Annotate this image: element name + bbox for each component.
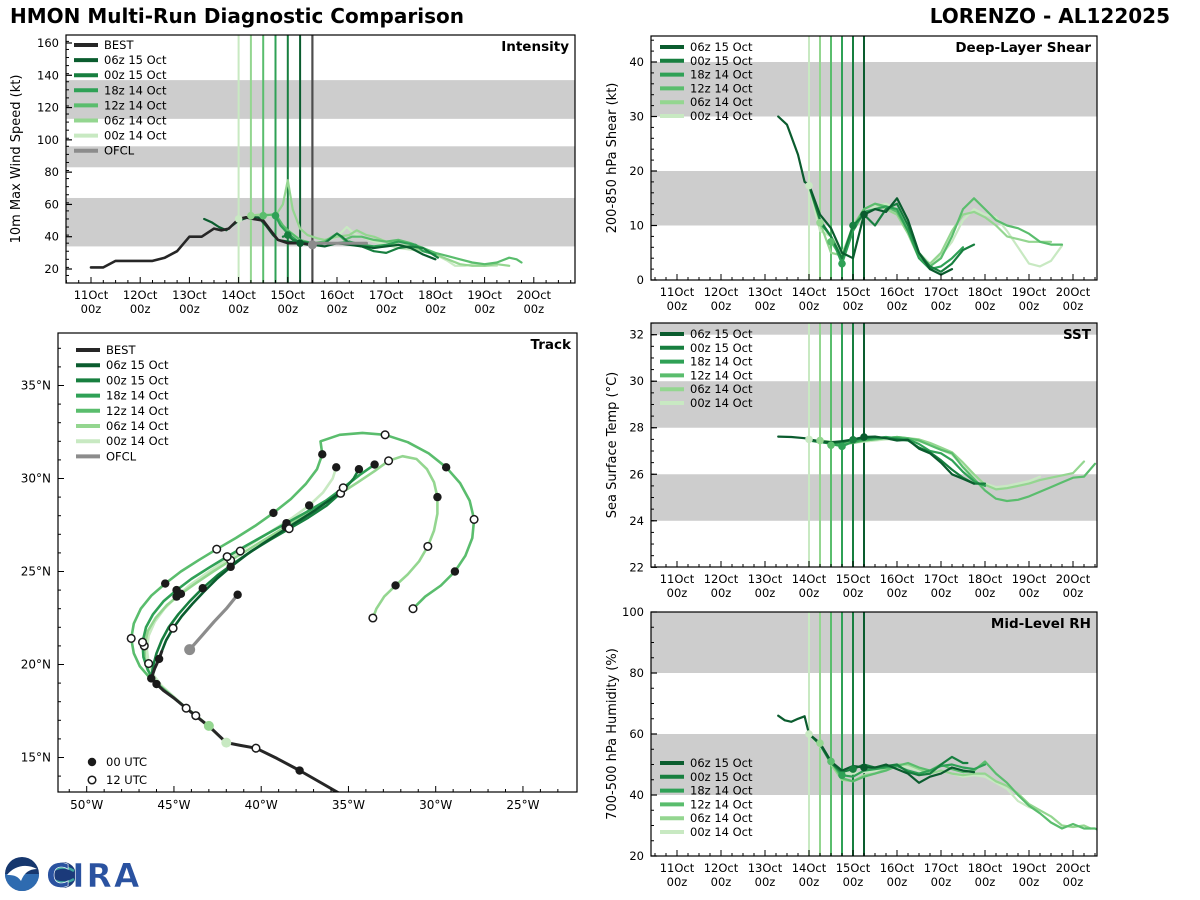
track-run_12z14 — [131, 433, 474, 708]
legend-label-run_06z14: 06z 14 Oct — [106, 419, 169, 433]
track-marker-12utc — [139, 638, 147, 646]
legend-label-run_06z14: 06z 14 Oct — [690, 382, 753, 397]
legend-label-run_00z15: 00z 15 Oct — [104, 68, 167, 83]
legend-marker-label: 00 UTC — [106, 755, 148, 769]
x-tick-hour: 00z — [798, 875, 820, 889]
track-marker-00utc — [172, 586, 180, 594]
x-tick-date: 17Oct — [923, 861, 959, 875]
y-tick-rh: 40 — [629, 788, 644, 802]
y-axis-label-shear: 200-850 hPa Shear (kt) — [605, 82, 620, 234]
track-marker-00utc — [305, 501, 313, 509]
legend-label-run_12z14: 12z 14 Oct — [690, 797, 753, 812]
band-intensity — [66, 143, 575, 167]
init-marker-rh-run_00z14 — [805, 730, 813, 738]
init-marker-intensity-run_12z14 — [259, 212, 267, 220]
x-tick-date: 13Oct — [172, 288, 207, 302]
x-tick-date: 13Oct — [747, 861, 783, 875]
x-tick-date: 12Oct — [703, 572, 739, 586]
legend-label-ofcl: OFCL — [106, 449, 137, 464]
legend-label-run_00z14: 00z 14 Oct — [690, 396, 753, 410]
init-marker-intensity-ofcl — [308, 240, 317, 249]
x-tick-hour: 00z — [228, 302, 249, 316]
x-tick-hour: 00z — [842, 586, 864, 600]
x-tick-date: 17Oct — [923, 285, 959, 299]
track-marker-12utc — [470, 516, 478, 524]
legend-label-run_12z14: 12z 14 Oct — [106, 403, 169, 418]
legend-marker-filled — [88, 758, 96, 766]
legend-label-run_12z14: 12z 14 Oct — [690, 368, 753, 383]
legend-label-run_18z14: 18z 14 Oct — [690, 783, 753, 798]
x-tick-hour: 00z — [666, 299, 688, 313]
init-marker-shear-run_06z14 — [816, 219, 824, 227]
x-tick-hour: 00z — [754, 586, 776, 600]
y-tick-sst: 28 — [629, 420, 644, 435]
x-tick-date: 19Oct — [1011, 861, 1047, 875]
legend-label-run_06z15: 06z 15 Oct — [690, 40, 753, 54]
init-marker-intensity-run_06z15 — [296, 239, 304, 247]
track-marker-12utc — [127, 635, 135, 643]
x-tick-hour: 00z — [523, 302, 545, 316]
legend-label-run_00z15: 00z 15 Oct — [690, 769, 753, 784]
cira-logo — [46, 856, 141, 895]
legend-label-run_12z14: 12z 14 Oct — [104, 98, 167, 113]
utc-marker-legend — [88, 755, 147, 787]
init-marker-rh-run_18z14 — [838, 771, 846, 779]
track-marker-00utc — [318, 450, 326, 458]
init-marker-shear-run_18z14 — [838, 260, 846, 268]
legend-label-run_00z15: 00z 15 Oct — [690, 53, 753, 68]
x-tick-hour: 00z — [666, 586, 688, 600]
init-marker-shear-run_00z14 — [805, 182, 813, 190]
x-tick-hour: 00z — [974, 875, 996, 889]
y-tick-sst: 32 — [629, 327, 644, 342]
y-tick-intensity: 40 — [44, 229, 59, 244]
track-ofcl — [190, 595, 238, 650]
y-tick-sst: 24 — [629, 513, 644, 528]
x-tick-hour: 00z — [277, 302, 299, 316]
init-marker-sst-run_12z14 — [827, 441, 835, 449]
track-marker-12utc — [169, 624, 177, 632]
track-marker-12utc — [339, 484, 347, 492]
init-marker-sst-run_00z15 — [849, 436, 857, 444]
init-marker-intensity-run_06z14 — [247, 212, 255, 220]
x-tick-date: 13Oct — [747, 285, 783, 299]
track-start-dot-ofcl — [184, 644, 195, 655]
storm-title: LORENZO - AL122025 — [929, 4, 1170, 28]
x-tick-date: 19Oct — [467, 288, 502, 302]
lon-tick: 25°W — [506, 798, 540, 812]
init-marker-sst-run_06z15 — [860, 433, 868, 441]
y-tick-intensity: 20 — [44, 262, 59, 276]
y-tick-intensity: 60 — [44, 197, 59, 212]
init-marker-intensity-run_18z14 — [272, 212, 280, 220]
x-tick-hour: 00z — [1062, 586, 1084, 600]
track-marker-00utc — [147, 674, 155, 682]
lat-tick: 25°N — [20, 564, 51, 579]
lon-tick: 50°W — [70, 798, 104, 812]
track-marker-00utc — [332, 463, 340, 471]
x-tick-date: 20Oct — [1055, 861, 1091, 875]
x-tick-date: 13Oct — [747, 572, 783, 586]
x-tick-hour: 00z — [666, 875, 688, 889]
y-tick-intensity: 160 — [37, 35, 59, 50]
x-tick-date: 19Oct — [1011, 285, 1047, 299]
x-tick-hour: 00z — [1018, 586, 1040, 600]
legend-label-run_18z14: 18z 14 Oct — [690, 67, 753, 82]
init-marker-sst-run_18z14 — [838, 443, 846, 451]
x-tick-hour: 00z — [842, 875, 864, 889]
init-marker-intensity-run_00z15 — [284, 231, 292, 239]
x-tick-hour: 00z — [930, 586, 952, 600]
legend-label-run_00z14: 00z 14 Oct — [104, 128, 167, 143]
x-tick-date: 14Oct — [791, 861, 827, 875]
y-tick-shear: 20 — [629, 164, 644, 178]
x-tick-hour: 00z — [798, 586, 820, 600]
x-tick-date: 14Oct — [791, 572, 827, 586]
panel-title-sst: SST — [1062, 327, 1091, 343]
x-tick-hour: 00z — [1062, 875, 1084, 889]
legend-label-run_06z14: 06z 14 Oct — [104, 113, 167, 128]
x-tick-date: 16Oct — [879, 572, 915, 586]
y-axis-label-rh: 700-500 hPa Humidity (%) — [605, 648, 620, 820]
init-marker-rh-run_12z14 — [827, 758, 835, 766]
x-tick-date: 16Oct — [879, 861, 915, 875]
legend-marker-label: 12 UTC — [106, 773, 148, 787]
legend-label-run_06z15: 06z 15 Oct — [104, 53, 167, 68]
x-tick-hour: 00z — [754, 299, 776, 313]
init-marker-shear-run_06z15 — [860, 211, 868, 219]
x-tick-date: 15Oct — [835, 572, 871, 586]
x-tick-date: 12Oct — [122, 288, 158, 302]
x-tick-hour: 00z — [710, 875, 732, 889]
track-marker-12utc — [385, 457, 393, 465]
legend-label-run_00z14: 00z 14 Oct — [690, 825, 753, 839]
track-marker-12utc — [381, 431, 389, 439]
track-marker-12utc — [223, 553, 231, 561]
legend-label-run_00z15: 00z 15 Oct — [690, 340, 753, 355]
legend-label-run_00z15: 00z 15 Oct — [106, 373, 169, 388]
y-tick-rh: 80 — [629, 666, 644, 680]
track-best — [151, 652, 345, 797]
x-tick-hour: 00z — [710, 586, 732, 600]
noaa-logo — [5, 857, 39, 891]
x-tick-hour: 00z — [754, 875, 776, 889]
legend-label-run_06z15: 06z 15 Oct — [690, 327, 753, 341]
legend-label-run_18z14: 18z 14 Oct — [106, 388, 169, 403]
legend-label-run_00z14: 00z 14 Oct — [106, 434, 169, 449]
track-marker-00utc — [233, 591, 241, 599]
x-tick-date: 12Oct — [703, 285, 739, 299]
x-tick-hour: 00z — [930, 875, 952, 889]
x-tick-date: 19Oct — [1011, 572, 1047, 586]
track-marker-12utc — [192, 712, 200, 720]
track-marker-12utc — [252, 744, 260, 752]
x-tick-hour: 00z — [179, 302, 200, 316]
plot-area-track — [127, 431, 477, 797]
x-tick-date: 11Oct — [73, 288, 109, 302]
x-tick-date: 18Oct — [418, 288, 453, 302]
track-marker-12utc — [409, 605, 417, 613]
lon-tick: 45°W — [157, 798, 191, 812]
series-intensity-ofcl — [312, 243, 366, 245]
x-tick-date: 18Oct — [967, 861, 1003, 875]
y-tick-intensity: 120 — [37, 100, 59, 115]
lon-tick: 40°W — [244, 798, 278, 812]
track-marker-00utc — [391, 581, 399, 589]
x-tick-date: 20Oct — [516, 288, 552, 302]
legend-label-best: BEST — [106, 343, 136, 357]
init-marker-intensity-run_00z14 — [235, 215, 243, 223]
panel-title-rh: Mid-Level RH — [990, 616, 1091, 632]
legend-label-run_12z14: 12z 14 Oct — [690, 81, 753, 96]
y-tick-shear: 30 — [629, 109, 644, 124]
legend-label-run_18z14: 18z 14 Oct — [104, 83, 167, 98]
x-tick-date: 18Oct — [967, 285, 1003, 299]
x-tick-date: 18Oct — [967, 572, 1003, 586]
y-tick-sst: 26 — [629, 467, 644, 482]
y-tick-sst: 22 — [629, 560, 644, 575]
page-title: HMON Multi-Run Diagnostic Comparison — [10, 4, 464, 28]
y-tick-shear: 0 — [636, 273, 644, 287]
track-marker-12utc — [236, 547, 244, 555]
lat-tick: 35°N — [20, 378, 51, 393]
y-axis-label-intensity: 10m Max Wind Speed (kt) — [9, 74, 24, 244]
lat-tick: 30°N — [20, 471, 51, 486]
x-tick-hour: 00z — [886, 875, 908, 889]
track-marker-12utc — [285, 525, 293, 533]
legend-label-run_06z15: 06z 15 Oct — [690, 756, 753, 770]
y-tick-rh: 60 — [629, 727, 644, 741]
x-tick-hour: 00z — [974, 299, 996, 313]
init-marker-shear-run_00z15 — [849, 222, 857, 230]
y-tick-shear: 40 — [629, 55, 644, 69]
y-tick-intensity: 140 — [37, 68, 59, 83]
x-tick-hour: 00z — [842, 299, 864, 313]
x-tick-hour: 00z — [930, 299, 952, 313]
x-tick-date: 12Oct — [703, 861, 739, 875]
x-tick-date: 11Oct — [659, 572, 695, 586]
x-tick-date: 16Oct — [319, 288, 355, 302]
y-tick-intensity: 100 — [37, 132, 59, 147]
panel-title-shear: Deep-Layer Shear — [955, 40, 1091, 56]
x-tick-hour: 00z — [129, 302, 151, 316]
x-tick-hour: 00z — [710, 299, 732, 313]
lon-tick: 30°W — [419, 798, 453, 812]
y-tick-sst: 30 — [629, 374, 644, 389]
legend-label-ofcl: OFCL — [104, 143, 135, 158]
track-marker-12utc — [424, 543, 432, 551]
track-marker-00utc — [355, 465, 363, 473]
track-start-dot-run_00z14 — [221, 738, 231, 748]
legend-label-run_00z14: 00z 14 Oct — [690, 109, 753, 123]
lat-tick: 15°N — [20, 750, 51, 765]
x-tick-hour: 00z — [375, 302, 397, 316]
x-tick-date: 11Oct — [659, 285, 695, 299]
x-tick-date: 15Oct — [835, 285, 871, 299]
y-tick-intensity: 80 — [44, 165, 59, 180]
legend-track — [76, 343, 169, 463]
x-tick-date: 17Oct — [368, 288, 404, 302]
cira-text: CIRA — [46, 856, 142, 895]
init-marker-shear-run_12z14 — [827, 238, 835, 246]
x-tick-hour: 00z — [798, 299, 820, 313]
x-tick-date: 20Oct — [1055, 285, 1091, 299]
x-tick-hour: 00z — [474, 302, 495, 316]
track-marker-00utc — [226, 563, 234, 571]
x-tick-date: 11Oct — [659, 861, 695, 875]
x-tick-hour: 00z — [425, 302, 446, 316]
y-tick-rh: 100 — [622, 605, 644, 619]
legend-label-run_18z14: 18z 14 Oct — [690, 354, 753, 369]
legend-label-run_06z14: 06z 14 Oct — [690, 95, 753, 110]
y-tick-rh: 20 — [629, 849, 644, 863]
x-tick-hour: 00z — [326, 302, 348, 316]
track-run_06z14 — [144, 456, 437, 726]
x-tick-hour: 00z — [80, 302, 102, 316]
x-tick-date: 17Oct — [923, 572, 959, 586]
legend-marker-open — [88, 776, 96, 784]
lon-tick: 35°W — [331, 798, 366, 812]
legend-label-run_06z14: 06z 14 Oct — [690, 811, 753, 826]
init-marker-rh-run_06z14 — [816, 739, 824, 747]
track-marker-12utc — [145, 660, 153, 668]
x-tick-hour: 00z — [1018, 299, 1040, 313]
x-tick-date: 14Oct — [791, 285, 827, 299]
init-marker-rh-run_00z15 — [849, 765, 857, 773]
y-axis-label-sst: Sea Surface Temp (°C) — [605, 371, 620, 519]
x-tick-date: 15Oct — [835, 861, 871, 875]
init-marker-rh-run_06z15 — [860, 764, 868, 772]
track-marker-00utc — [155, 655, 163, 663]
logos — [5, 856, 141, 895]
x-tick-date: 15Oct — [270, 288, 306, 302]
init-marker-sst-run_00z14 — [805, 436, 813, 444]
track-marker-00utc — [370, 460, 378, 468]
track-marker-00utc — [199, 584, 207, 592]
track-marker-12utc — [369, 614, 377, 622]
band-shear — [651, 171, 1097, 226]
panel-title-track: Track — [530, 337, 571, 353]
x-tick-hour: 00z — [974, 586, 996, 600]
panel-title-intensity: Intensity — [501, 39, 569, 55]
track-marker-00utc — [433, 493, 441, 501]
x-tick-date: 14Oct — [221, 288, 256, 302]
track-marker-00utc — [451, 567, 459, 575]
x-tick-date: 20Oct — [1055, 572, 1091, 586]
x-tick-hour: 00z — [886, 299, 908, 313]
track-marker-00utc — [161, 579, 169, 587]
legend-label-run_06z15: 06z 15 Oct — [106, 358, 169, 373]
track-marker-00utc — [269, 509, 277, 517]
x-tick-hour: 00z — [1062, 299, 1084, 313]
track-marker-12utc — [213, 545, 221, 553]
y-tick-shear: 10 — [629, 218, 644, 233]
track-marker-12utc — [182, 704, 190, 712]
x-tick-date: 16Oct — [879, 285, 915, 299]
track-run_06z15 — [162, 489, 345, 652]
x-tick-hour: 00z — [1018, 875, 1040, 889]
legend-label-best: BEST — [104, 38, 134, 52]
lat-tick: 20°N — [20, 657, 51, 672]
track-start-dot-run_06z14 — [204, 721, 214, 731]
x-tick-hour: 00z — [886, 586, 908, 600]
init-marker-sst-run_06z14 — [816, 437, 824, 445]
track-marker-00utc — [295, 766, 303, 774]
track-marker-00utc — [442, 463, 450, 471]
